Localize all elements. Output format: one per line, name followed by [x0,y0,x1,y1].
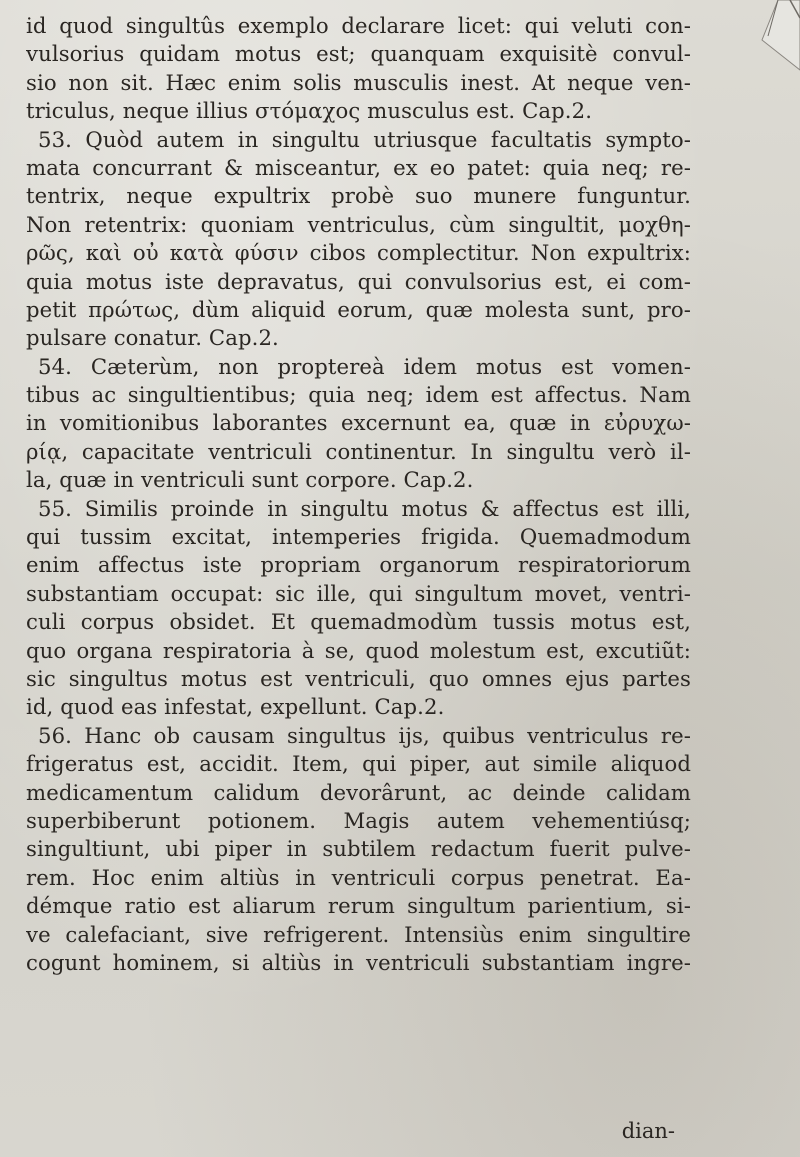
text-line-8: Non retentrix: quoniam ventriculus, cùm singultit, μοχθη- [26,211,691,237]
text-line-3: sio non sit. Hæc enim solis musculis inest. At neque ven- [26,69,691,95]
paragraph-55-start: 55. Similis proinde in singultu motus & affectus est illi, [38,495,691,521]
text-line-22: culi corpus obsidet. Et quemadmodùm tussis motus est, [26,609,691,635]
text-line-15: in vomitionibus laborantes excernunt ea, quæ in εὐρυχω- [26,410,691,436]
paragraph-56-start: 56. Hanc ob causam singultus ijs, quibus ventriculus re- [38,722,691,748]
text-line-27: frigeratus est, accidit. Item, qui piper, aut simile aliquod [26,751,691,777]
text-line-2: vulsorius quidam motus est; quanquam exquisitè convul- [26,41,691,67]
text-line-12: pulsare conatur. Cap.2. [26,325,279,351]
text-line-19: qui tussim excitat, intemperies frigida. Quemadmodum [26,524,691,550]
text-line-25: id, quod eas infestat, expellunt. Cap.2. [26,694,445,720]
text-line-16: ρίᾳ, capacitate ventriculi continentur. In singultu verò il- [26,438,691,464]
catchword: dian- [621,1119,675,1143]
text-line-9: ρῶς, καὶ οὐ κατὰ φύσιν cibos complectitur. Non expultrix: [26,240,691,266]
text-line-4: triculus, neque illius στόμαχος musculus est. Cap.2. [26,98,593,124]
text-line-29: superbiberunt potionem. Magis autem vehementiúsq; [26,807,691,833]
text-line-34: cogunt hominem, si altiùs in ventriculi substantiam ingre- [26,949,691,975]
text-line-30: singultiunt, ubi piper in subtilem redactum fuerit pulve- [26,836,691,862]
page-corner-fold [740,0,800,90]
text-line-17: la, quæ in ventriculi sunt corpore. Cap.2. [26,467,474,493]
text-line-23: quo organa respiratoria à se, quod molestum est, excutiũt: [26,637,691,663]
latin-text-body [26,12,691,977]
text-line-20: enim affectus iste propriam organorum respiratoriorum [26,552,691,578]
text-line-10: quia motus iste depravatus, qui convulsorius est, ei com- [26,268,691,294]
text-line-28: medicamentum calidum devorârunt, ac deinde calidam [26,779,691,805]
text-line-1: id quod singultûs exemplo declarare licet: qui veluti con- [26,13,691,38]
paragraph-53-start: 53. Quòd autem in singultu utriusque facultatis sympto- [38,126,691,152]
text-line-32: démque ratio est aliarum rerum singultum parientium, si- [26,893,691,919]
text-line-24: sic singultus motus est ventriculi, quo omnes ejus partes [26,665,691,691]
text-line-6: mata concurrant & misceantur, ex eo patet: quia neq; re- [26,154,691,180]
text-line-21: substantiam occupat: sic ille, qui singultum movet, ventri- [26,580,691,606]
text-line-33: ve calefaciant, sive refrigerent. Intensiùs enim singultire [26,921,691,947]
text-line-14: tibus ac singultientibus; quia neq; idem est affectus. Nam [26,382,691,408]
paragraph-54-start: 54. Cæterùm, non proptereà idem motus est vomen- [38,353,691,379]
text-line-11: petit πρώτως, dùm aliquid eorum, quæ molesta sunt, pro- [26,296,691,322]
text-line-7: tentrix, neque expultrix probè suo munere funguntur. [26,183,691,209]
text-line-31: rem. Hoc enim altiùs in ventriculi corpus penetrat. Ea- [26,864,691,890]
